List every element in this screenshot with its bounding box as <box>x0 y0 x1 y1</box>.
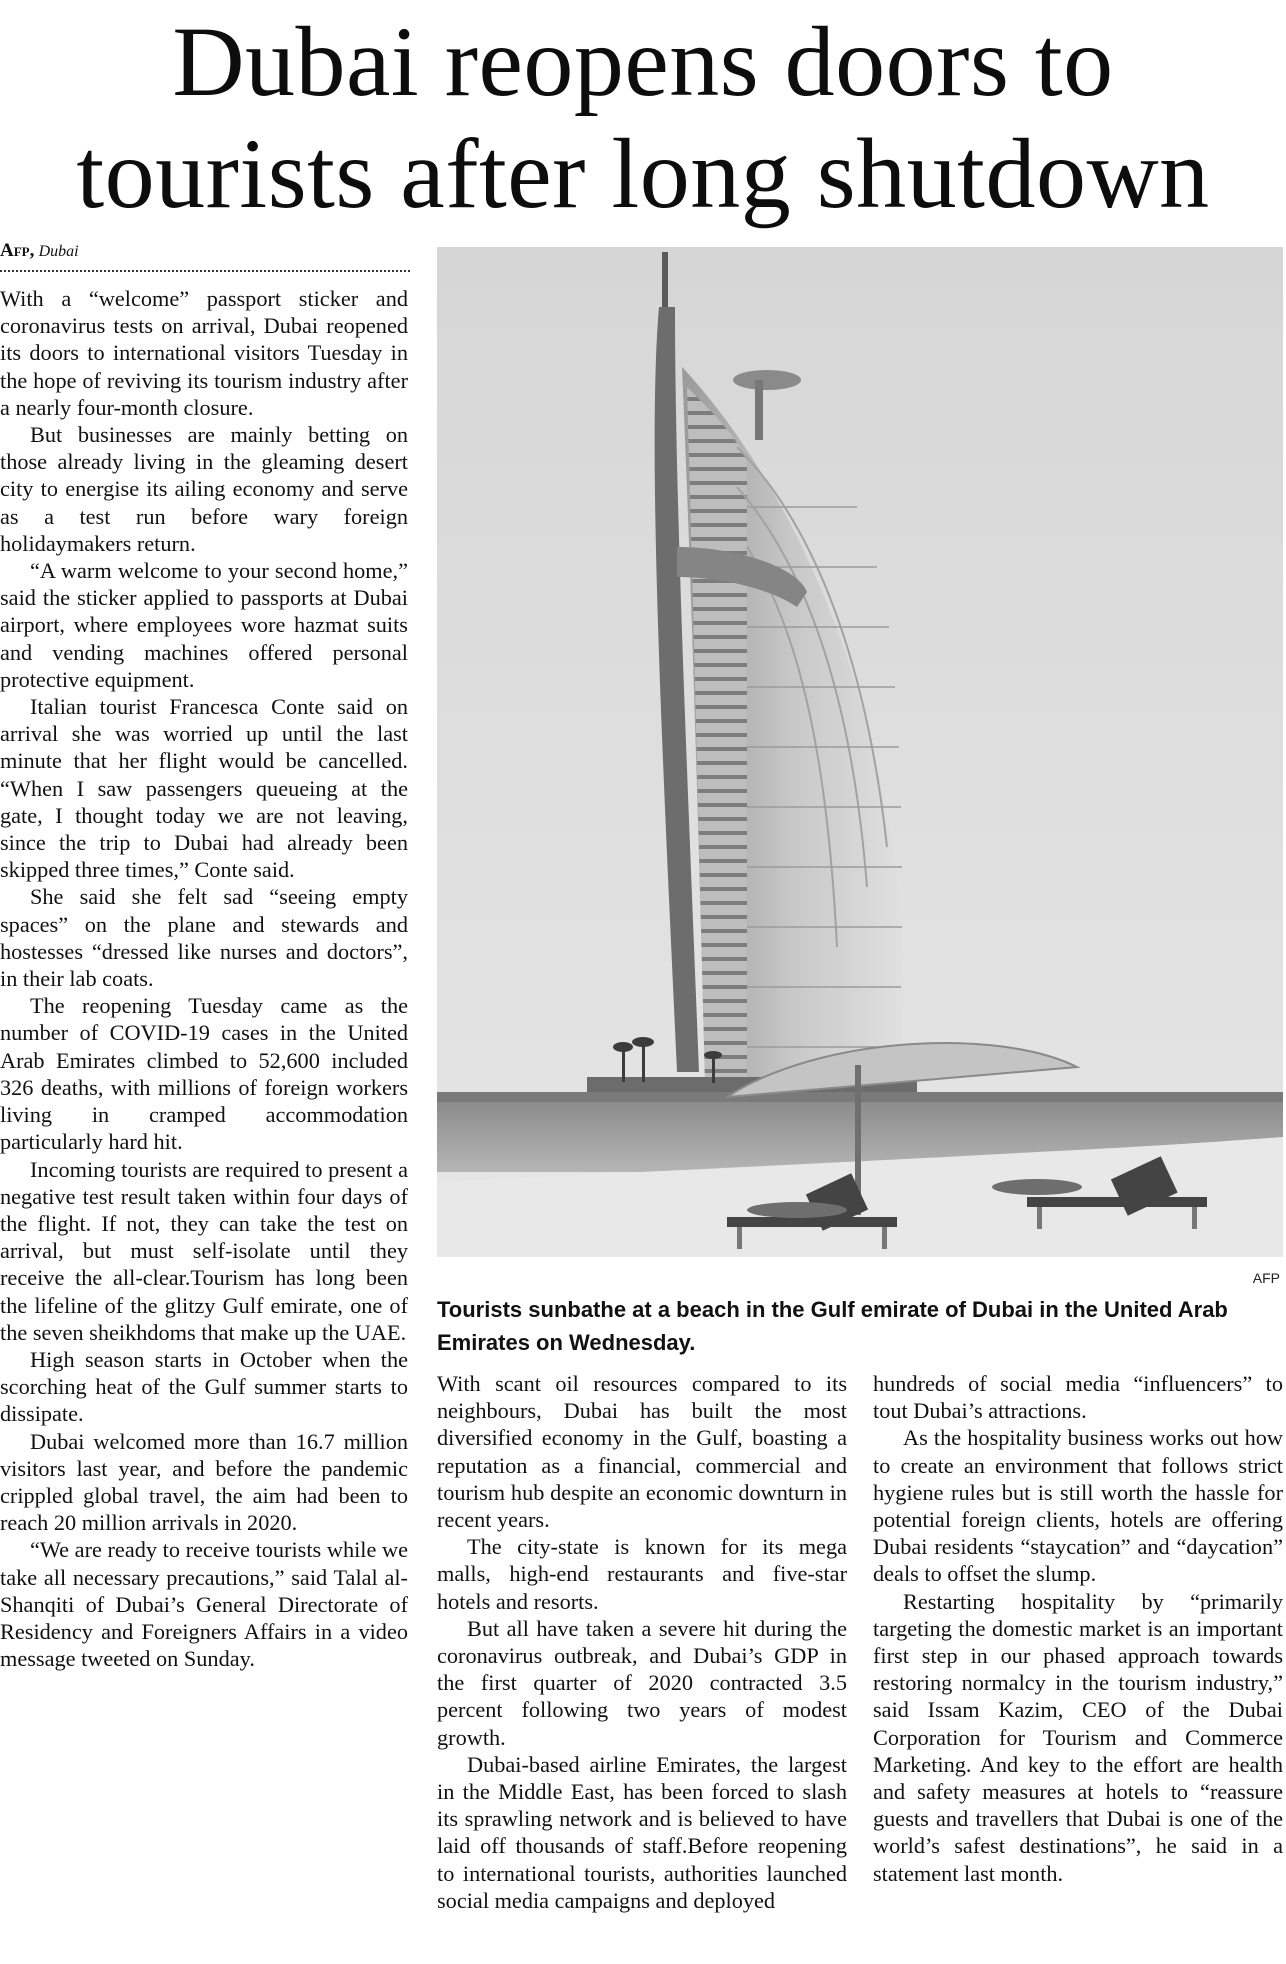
paragraph: “A warm welcome to your second home,” said the sticker applied to passports at Dubai airport, where employees wore hazmat suits and vending machines offered personal protective equipment. <box>0 558 408 692</box>
paragraph: But businesses are mainly betting on those already living in the gleaming desert city to energise its ailing economy and serve as a test run before wary foreign holidaymakers return. <box>0 422 408 556</box>
paragraph: “We are ready to receive tourists while we take all necessary precautions,” said Talal al-Shanqiti of Dubai’s General Directorate of Residency and Foreigners Affairs in a video message tweeted on Sunday. <box>0 1537 408 1672</box>
paragraph: As the hospitality business works out how to create an environment that follows strict hygiene rules but is still worth the hassle for potential foreign clients, hotels are offering Dubai residents “staycation” and “daycation” deals to offset the slump. <box>873 1425 1283 1587</box>
paragraph: The reopening Tuesday came as the number of COVID-19 cases in the United Arab Emirates climbed to 52,600 included 326 deaths, with millions of foreign workers living in cramped accommodation particularly hard hit. <box>0 993 408 1155</box>
paragraph: Restarting hospitality by “primarily targeting the domestic market is an important first step in our phased approach towards restoring normalcy in the tourism industry,” said Issam Kazim, CEO of the Dubai Corporation for Tourism and Commerce Marketing. And key to the effort are health and safety measures at hotels to “reassure guests and travellers that Dubai is one of the world’s safest destinations”, he said in a statement last month. <box>873 1588 1283 1886</box>
photo-caption: Tourists sunbathe at a beach in the Gulf emirate of Dubai in the United Arab Emirates on Wednesday. <box>437 1297 1228 1355</box>
photo-burj-al-arab-beach <box>437 247 1283 1257</box>
photo-credit: AFP <box>1252 1270 1280 1286</box>
article-column-1 <box>0 285 408 1964</box>
photo-illustration <box>437 247 1283 1257</box>
byline-agency: Afp, <box>0 240 35 261</box>
article-column-3 <box>873 1370 1283 1964</box>
paragraph: The city-state is known for its mega malls, high-end restaurants and five-star hotels and resorts. <box>437 1534 847 1614</box>
byline <box>0 240 410 263</box>
byline-divider <box>0 270 410 272</box>
paragraph: hundreds of social media “influencers” to tout Dubai’s attractions. <box>873 1371 1283 1424</box>
paragraph: Dubai welcomed more than 16.7 million visitors last year, and before the pandemic crippled global travel, the aim had been to reach 20 million arrivals in 2020. <box>0 1428 408 1536</box>
paragraph: With a “welcome” passport sticker and coronavirus tests on arrival, Dubai reopened its doors to international visitors Tuesday in the hope of reviving its tourism industry after a nearly four-month closure. <box>0 286 408 420</box>
article-column-2 <box>437 1370 847 1964</box>
paragraph: Dubai-based airline Emirates, the largest in the Middle East, has been forced to slash its sprawling network and is believed to have laid off thousands of staff.Before reopening to international tourists, authorities launched social media campaigns and deployed <box>437 1751 847 1913</box>
paragraph: With scant oil resources compared to its neighbours, Dubai has built the most diversified economy in the Gulf, boasting a reputation as a financial, commercial and tourism hub despite an economic downturn in recent years. <box>437 1371 847 1533</box>
paragraph: She said she felt sad “seeing empty spaces” on the plane and stewards and hostesses “dressed like nurses and doctors”, in their lab coats. <box>0 884 408 992</box>
paragraph: High season starts in October when the scorching heat of the Gulf summer starts to dissipate. <box>0 1346 408 1427</box>
paragraph: But all have taken a severe hit during the coronavirus outbreak, and Dubai’s GDP in the first quarter of 2020 contracted 3.5 percent following two years of modest growth. <box>437 1615 847 1750</box>
paragraph: Incoming tourists are required to present a negative test result taken within four days of the flight. If not, they can take the test on arrival, but must self-isolate until they receive the all-clear.Tourism has long been the lifeline of the glitzy Gulf emirate, one of the seven sheikhdoms that make up the UAE. <box>0 1156 408 1345</box>
headline <box>0 6 1286 230</box>
byline-location: Dubai <box>38 243 79 260</box>
paragraph: Italian tourist Francesca Conte said on arrival she was worried up until the last minute that her flight would be cancelled. “When I saw passengers queueing at the gate, I thought today we are not leaving, since the trip to Dubai had already been skipped three times,” Conte said. <box>0 694 408 883</box>
headline-line-2: tourists after long shutdown <box>76 118 1210 229</box>
headline-line-1: Dubai reopens doors to <box>172 6 1114 117</box>
